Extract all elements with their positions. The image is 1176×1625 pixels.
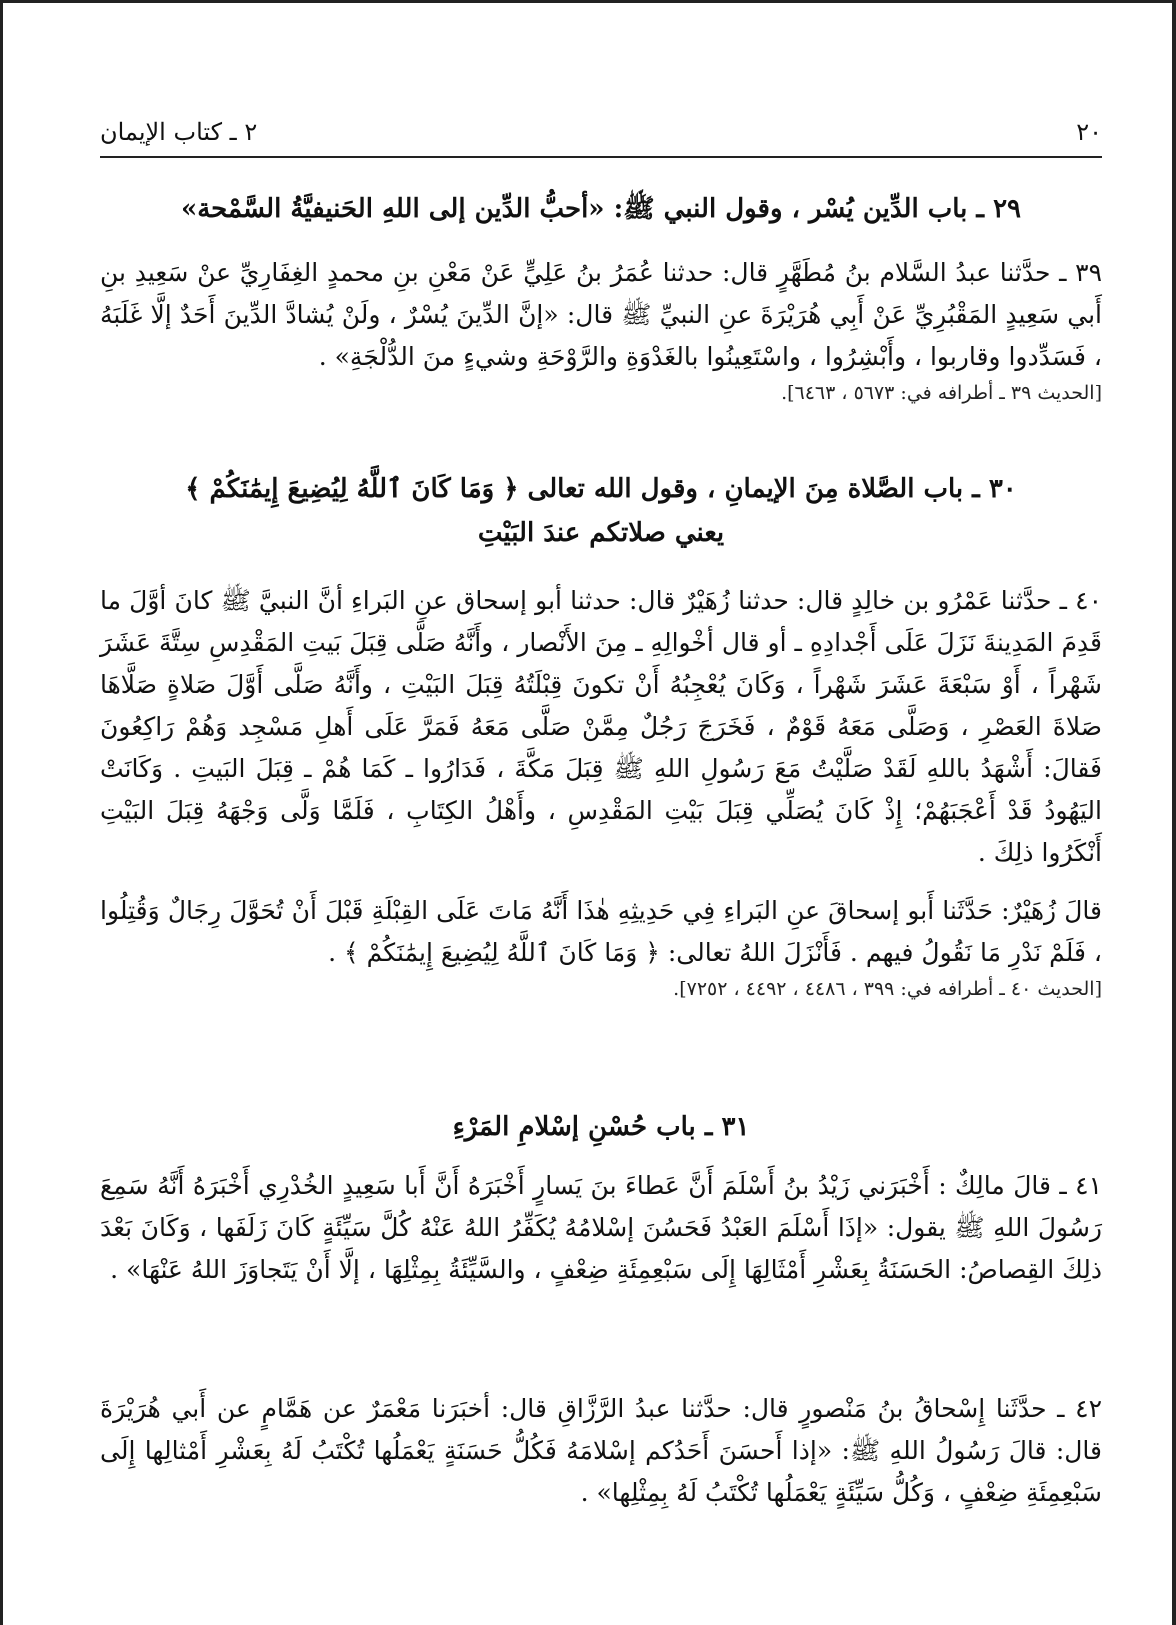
section-31 [100,1112,1102,1142]
hadith-40 [100,580,1102,1004]
hadith-40-text: ٤٠ ـ حدَّثنا عَمْرُو بن خالِدٍ قال: حدثنا زُهَيْرٌ قال: حدثنا أبو إسحاق عنِ البَراءِ أنَّ النبيَّ ﷺ كانَ أوَّلَ ما قَدِمَ المَدِينةَ نَزَلَ عَلَى أَجْدادِهِ ـ أو قال أخْوالِهِ ـ مِنَ الأَنْصار ، وأَنَّهُ صَلَّى قِبَلَ بَيتِ المَقْدِسِ سِتَّةَ عَشَرَ شَهْراً ، أَوْ سَبْعَةَ عَشَرَ شَهْراً ، وَكَانَ يُعْجِبُهُ أَنْ تكونَ قِبْلَتُهُ قِبَلَ البَيْتِ ، وأَنَّهُ صَلَّى أَوَّلَ صَلاةٍ صَلَّاهَا صَلاةَ العَصْرِ ، وَصَلَّى مَعَهُ قَوْمٌ ، فَخَرَجَ رَجُلٌ مِمَّنْ صَلَّى مَعَهُ فَمَرَّ عَلَى أَهلِ مَسْجِد وَهُمْ رَاكِعُونَ فَقالَ: أَشْهَدُ باللهِ لَقَدْ صَلَّيْتُ مَعَ رَسُولِ اللهِ ﷺ قِبَلَ مَكَّةَ ، فَدَارُوا ـ كَمَا هُمْ ـ قِبَلَ البَيتِ . وَكَانَتْ اليَهُودُ قَدْ أَعْجَبَهُمْ؛ إِذْ كَانَ يُصَلِّي قِبَلَ بَيْتِ المَقْدِسِ ، وأَهْلُ الكِتَابِ ، فَلَمَّا وَلَّى وَجْهَهُ قِبَلَ البَيْتِ أَنْكَرُوا ذلِكَ . [100,586,1102,867]
section-subtitle-30: يعني صلاتكم عندَ البَيْتِ [477,518,725,548]
hadith-40-text2: قالَ زُهَيْرٌ: حَدَّثَنا أَبو إسحاقَ عنِ البَراءِ فِي حَدِيثِهِ هٰذَا أَنَّهُ مَاتَ عَلَى القِبْلَةِ قَبْلَ أَنْ تُحَوَّلَ رِجَالٌ وَقُتِلُوا ، فَلَمْ نَدْرِ مَا نَقُولُ فيهم . فَأَنْزَلَ اللهُ تعالى: ﴿ وَمَا كَانَ ٱللَّهُ لِيُضِيعَ إِيمَٰنَكُمْ ﴾ . [100,896,1102,967]
page-border-left [0,0,3,1625]
section-29 [100,192,1102,230]
section-title-31: ٣١ ـ باب حُسْنِ إسْلامِ المَرْءِ [452,1112,750,1142]
hadith-41-text: ٤١ ـ قالَ مالِكٌ : أَخْبَرَني زَيْدُ بنُ أَسْلَمَ أَنَّ عَطاءَ بنَ يَسارٍ أَخْبَرَهُ أَنَّ أَبا سَعِيدٍ الخُدْرِي أَخْبَرَهُ أَنَّهُ سَمِعَ رَسُولَ اللهِ ﷺ يقول: «إذَا أَسْلَمَ العَبْدُ فَحَسُنَ إسْلامُهُ يُكَفِّرُ اللهُ عَنْهُ كُلَّ سَيِّئَةٍ كَانَ زَلَفَها ، وَكَانَ بَعْدَ ذلِكَ القِصاصُ: الحَسَنَةُ بِعَشْرِ أَمْثَالِهَا إِلَى سَبْعِمِئَةِ ضِعْفٍ ، والسَّيِّئَةُ بِمِثْلِهَا ، إلَّا أَنْ يَتَجاوَزَ اللهُ عَنْهَا» . [100,1171,1102,1284]
hadith-39 [100,252,1102,408]
section-30 [100,468,1102,556]
hadith-39-text: ٣٩ ـ حدَّثنا عبدُ السَّلام بنُ مُطَهَّرٍ قال: حدثنا عُمَرُ بنُ عَلِيٍّ عَنْ مَعْنِ بنِ محمدٍ الغِفَارِيِّ عنْ سَعِيدِ بنِ أَبي سَعِيدٍ المَقْبُرِيِّ عَنْ أَبِي هُرَيْرَةَ عنِ النبيِّ ﷺ قال: «إنَّ الدِّينَ يُسْرٌ ، ولَنْ يُشادَّ الدِّينَ أَحَدٌ إلَّا غَلَبَهُ ، فَسَدِّدوا وقاربوا ، وأَبْشِرُوا ، واسْتَعِينُوا بالغَدْوَةِ والرَّوْحَةِ وشيءٍ منَ الدُّلْجَةِ» . [100,258,1102,371]
hadith-41 [100,1165,1102,1291]
hadith-42 [100,1388,1102,1514]
section-title-29: ٢٩ ـ باب الدِّين يُسْر ، وقول النبي ﷺ: «أحبُّ الدِّين إلى اللهِ الحَنيفيَّةُ السَّمْحة» [180,194,1022,224]
book-title: ٢ ـ كتاب الإيمان [100,118,258,146]
page-header [100,108,1102,158]
page-border-top [0,0,1176,3]
hadith-42-text: ٤٢ ـ حدَّثَنا إِسْحاقُ بنُ مَنْصورٍ قال: حدَّثنا عبدُ الرَّزَّاقِ قال: أخبَرَنا مَعْمَرٌ عن هَمَّامٍ عن أَبي هُرَيْرَةَ قال: قالَ رَسُولُ اللهِ ﷺ: «إذا أَحسَنَ أَحَدُكم إسْلامَهُ فَكُلُّ حَسَنَةٍ يَعْمَلُها تُكْتَبُ لَهُ بِعَشْرِ أَمْثالِها إِلَى سَبْعِمِئَةِ ضِعْفٍ ، وَكُلُّ سَيِّئَةٍ يَعْمَلُها تُكْتَبُ لَهُ بِمِثْلِها» . [100,1394,1102,1507]
section-title-30: ٣٠ ـ باب الصَّلاة مِنَ الإيمانِ ، وقول الله تعالى ﴿ وَمَا كَانَ ٱللَّهُ لِيُضِيعَ إِيمَٰنَكُمْ ﴾ [185,474,1017,504]
hadith-39-ref: [الحديث ٣٩ ـ أطرافه في: ٥٦٧٣ ، ٦٤٦٣]. [781,382,1102,404]
page-border-right [1172,0,1176,1625]
hadith-40-ref: [الحديث ٤٠ ـ أطرافه في: ٣٩٩ ، ٤٤٨٦ ، ٤٤٩٢ ، ٧٢٥٢]. [673,978,1102,1000]
page-number: ٢٠ [1076,118,1102,146]
